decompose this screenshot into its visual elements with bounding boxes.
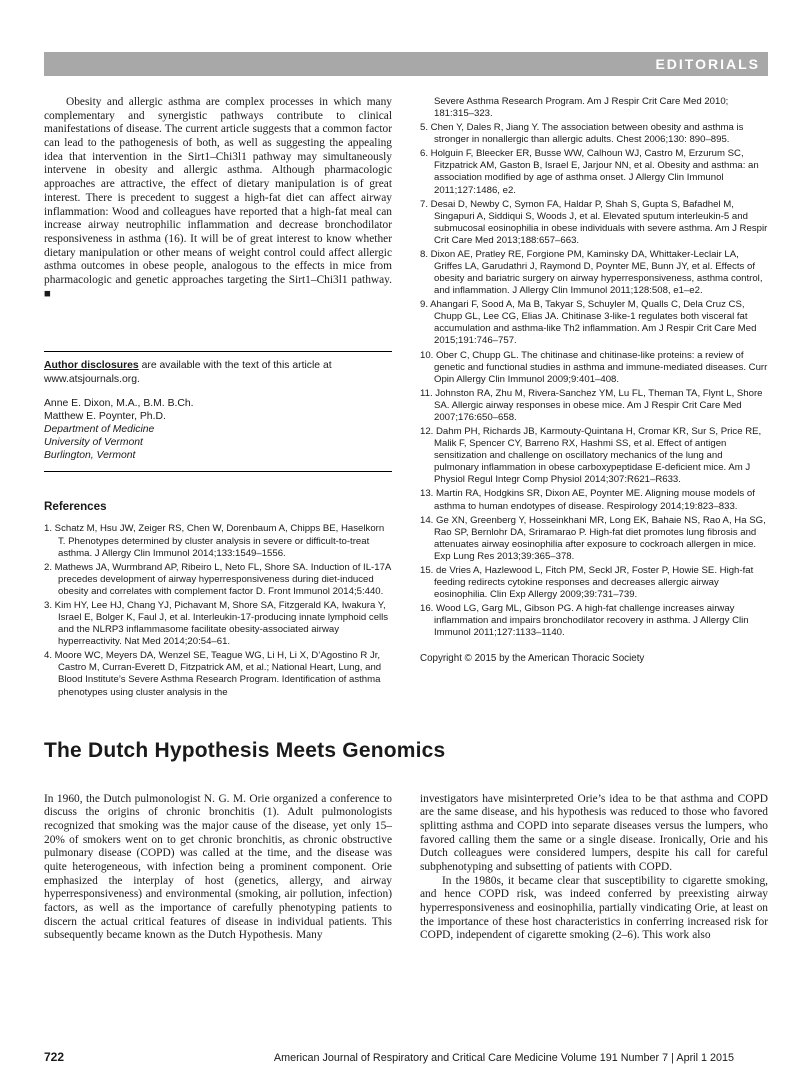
- references-list-left: [44, 523, 392, 698]
- reference-item: 13. Martin RA, Hodgkins SR, Dixon AE, Poynter ME. Aligning mouse models of asthma to human endotypes of disease. Respirology 2014;19:823–833.: [420, 488, 755, 512]
- editorial-closing-paragraph: Obesity and allergic asthma are complex processes in which many complementary and synergistic pathways contribute to clinical manifestations of disease. The current article suggests that a common factor can lead to the pathogenesis of both, as well as suggesting the appealing idea that intervention in the Sirt1–Chi3l1 pathway may simultaneously intervene in obesity and allergic asthma. Although pharmacologic approaches are attractive, the effect of dietary manipulation is of great interest. There is precedent to suggest a high-fat diet can affect airway inflammation: Wood and colleagues have reported that a high-fat meal can increase airway neutrophilic inflammation and decrease bronchodilator responsiveness in asthma (16). It will be of great interest to know whether dietary manipulation or other means of weight control could affect allergic asthma outcomes in obese people, analogous to the effects in mice from pharmacologic and genetic approaches targeting the Sirt1–Chi3l1 pathway. ■: [44, 96, 392, 300]
- page-number: 722: [44, 1050, 65, 1064]
- reference-continuation: Severe Asthma Research Program. Am J Respir Crit Care Med 2010; 181:315–323.: [434, 96, 729, 120]
- author-block: [44, 397, 392, 423]
- reference-item: 2. Mathews JA, Wurmbrand AP, Ribeiro L, Neto FL, Shore SA. Induction of IL-17A precedes development of airway hyperresponsiveness during diet-induced obesity and correlates with complement factor D. Front Immunol 2014;5:440.: [44, 561, 391, 597]
- reference-item: 9. Ahangari F, Sood A, Ma B, Takyar S, Schuyler M, Qualls C, Dela Cruz CS, Chupp GL, Lee CG, Elias JA. Chitinase 3-like-1 regulates both visceral fat accumulation and asthma-like Th2 inflammation. Am J Respir Crit Care Med 2015;191:746–757.: [420, 299, 757, 347]
- references-heading: References: [44, 500, 107, 514]
- dutch-left-paragraph: In 1960, the Dutch pulmonologist N. G. M. Orie organized a conference to discuss the origins of chronic bronchitis (1). Adult pulmonologists recognized that smoking was the major cause of the disease, yet only 15–20% of smokers went on to get chronic bronchitis, as chronic obstructive pulmonary disease (COPD) was called at the time, and the disease was quite heterogeneous, with infection being a prominent component. Orie emphasized the interplay of host (genetics, allergy, and airway hyperresponsiveness) and environmental (smoking, air pollution, infection) factors, as well as the importance of carefully phenotyping patients to discern the actual critical features of disease in individual patients. This subsequently became known as the Dutch Hypothesis. Many: [44, 792, 392, 942]
- dutch-left-column: [44, 793, 392, 944]
- references-right-wrap: [420, 96, 768, 639]
- article-title: The Dutch Hypothesis Meets Genomics: [44, 738, 446, 762]
- author-name: Anne E. Dixon, M.A., B.M. B.Ch.: [44, 397, 194, 409]
- author-disclosures-paragraph: [44, 359, 392, 386]
- left-column: [44, 96, 392, 701]
- reference-item: 8. Dixon AE, Pratley RE, Forgione PM, Kaminsky DA, Whittaker-Leclair LA, Griffes LA, Garudathri J, Raymond D, Poynter ME, Bunn JY, et al. Effects of obesity and bariatric surgery on airway hyperresponsiveness, asthma control, and inflammation. J Allergy Clin Immunol 2011;128:508, e1–e2.: [420, 248, 763, 297]
- reference-item: 12. Dahm PH, Richards JB, Karmouty-Quintana H, Cromar KR, Sur S, Price RE, Malik F, Spencer CY, Barreno RX, Hashmi SS, et al. Effect of antigen sensitization and challenge on oscillatory mechanics of the lung and pulmonary inflammation in obese carboxypeptidase E-deficient mice. Am J Physiol Regul Integr Comp Physiol 2014;307:R621–R633.: [420, 426, 762, 486]
- dutch-article-columns: [44, 793, 768, 944]
- reference-item: 11. Johnston RA, Zhu M, Rivera-Sanchez YM, Lu FL, Theman TA, Flynt L, Shore SA. Allergic airway responses in obese mice. Am J Respir Crit Care Med 2007;176:650–658.: [420, 387, 763, 423]
- page-footer: [44, 1050, 768, 1064]
- reference-item: 6. Holguin F, Bleecker ER, Busse WW, Calhoun WJ, Castro M, Erzurum SC, Fitzpatrick AM, Gaston B, Israel E, Jarjour NN, et al. Obesity and asthma: an association modified by age of asthma onset. J Allergy Clin Immunol 2011;127:1486, e2.: [420, 148, 759, 196]
- reference-item: 3. Kim HY, Lee HJ, Chang YJ, Pichavant M, Shore SA, Fitzgerald KA, Iwakura Y, Israel E, Bolger K, Faul J, et al. Interleukin-17-producing innate lymphoid cells and the NLRP3 inflammasome facilitate obesity-associated airway hyperreactivity. Nat Med 2014;20:54–61.: [44, 599, 389, 648]
- reference-item: 15. de Vries A, Hazlewood L, Fitch PM, Seckl JR, Foster P, Howie SE. High-fat feeding redirects cytokine responses and decreases allergic airway eosinophilia. Clin Exp Allergy 2009;39:731–739.: [420, 564, 754, 601]
- reference-item: 7. Desai D, Newby C, Symon FA, Haldar P, Shah S, Gupta S, Bafadhel M, Singapuri A, Siddiqui S, Woods J, et al. Elevated sputum interleukin-5 and submucosal eosinophilia in obese individuals with severe asthma. Am J Respir Crit Care Med 2013;188:657–663.: [420, 198, 768, 246]
- dutch-right-column: [420, 793, 768, 944]
- disclosure-text: are available with the text of this article at: [138, 360, 332, 372]
- atsjournals-link[interactable]: www.atsjournals.org: [44, 373, 137, 385]
- reference-item: 14. Ge XN, Greenberg Y, Hosseinkhani MR, Long EK, Bahaie NS, Rao A, Ha SG, Rao SP, Bernlohr DA, Sriramarao P. High-fat diet promotes lung fibrosis and attenuates airway eosinophilia after exposure to cockroach allergen in mice. Exp Lung Res 2013;39:365–378.: [420, 514, 766, 562]
- editorial-top-section: [44, 96, 768, 701]
- affiliation-line: University of Vermont: [44, 437, 143, 449]
- banner-label: EDITORIALS: [655, 56, 760, 72]
- author-disclosures-link[interactable]: Author disclosures: [44, 360, 139, 372]
- reference-item: 4. Moore WC, Meyers DA, Wenzel SE, Teague WG, Li H, Li X, D’Agostino R Jr, Castro M, Curran-Everett D, Fitzpatrick AM, et al.; National Heart, Lung, and Blood Institute’s Severe Asthma Research Program. Identification of asthma phenotypes using cluster analysis in the: [44, 650, 382, 698]
- reference-item: 5. Chen Y, Dales R, Jiang Y. The association between obesity and asthma is stronger in nonallergic than allergic adults. Chest 2006;130: 890–895.: [420, 122, 744, 146]
- dutch-right-paragraph-2: In the 1980s, it became clear that susceptibility to cigarette smoking, and hence COPD risk, was indeed conferred by preexisting airway hyperresponsiveness and eosinophilia, partially vindicating Orie, at least on the importance of these host characteristics in conferring increased risk for COPD, independent of cigarette smoking (2–6). This work also: [420, 874, 768, 942]
- right-column: [420, 96, 768, 701]
- signature-rule-bottom: [44, 471, 392, 472]
- affiliation-line: Burlington, Vermont: [44, 450, 136, 462]
- reference-item: 16. Wood LG, Garg ML, Gibson PG. A high-fat challenge increases airway inflammation and impairs bronchodilator recovery in asthma. J Allergy Clin Immunol 2011;127:1133–1140.: [420, 603, 749, 639]
- reference-item: 10. Ober C, Chupp GL. The chitinase and chitinase-like proteins: a review of genetic and functional studies in asthma and immune-mediated diseases. Curr Opin Allergy Clin Immunol 2009;9:401–408.: [420, 349, 768, 385]
- affiliation-line: Department of Medicine: [44, 424, 155, 436]
- disclosure-rule-top: [44, 351, 392, 352]
- page-content: [44, 96, 768, 943]
- reference-item: 1. Schatz M, Hsu JW, Zeiger RS, Chen W, Dorenbaum A, Chipps BE, Haselkorn T. Phenotypes determined by cluster analysis in severe or difficult-to-treat asthma. J Allergy Clin Immunol 2014;133:1549–1556.: [44, 523, 385, 559]
- author-name: Matthew E. Poynter, Ph.D.: [44, 411, 166, 423]
- disclosure-period: .: [136, 373, 140, 385]
- dutch-right-paragraph-1: investigators have misinterpreted Orie’s idea to be that asthma and COPD are the same disease, and his hypothesis was reduced to those who favored splitting asthma and COPD into separate diseases versus the lumpers, who favored calling them the same or a single disease. Ironically, Orie and his Dutch colleagues were considered lumpers, despite his call for careful subphenotyping and subsetting of patients with COPD.: [420, 792, 768, 874]
- affiliation-block: [44, 423, 392, 462]
- footer-journal-line: American Journal of Respiratory and Critical Care Medicine Volume 191 Number 7 | April 1 2015: [273, 1052, 734, 1064]
- editorials-banner: [44, 52, 768, 76]
- copyright-line: Copyright © 2015 by the American Thoracic Society: [420, 653, 645, 665]
- references-list-right: [420, 122, 768, 639]
